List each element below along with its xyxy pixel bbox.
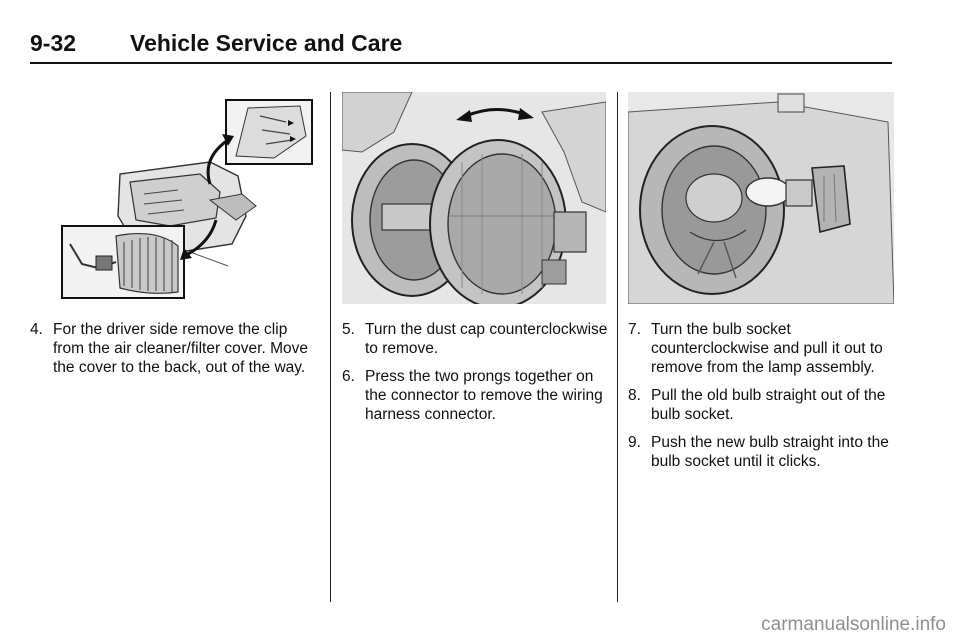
page-number: 9-32 <box>30 30 77 56</box>
steps-column-3 <box>628 320 890 480</box>
column-divider <box>330 92 331 602</box>
step-text: Push the new bulb straight into the bulb socket until it clicks. <box>651 434 889 470</box>
column-divider <box>617 92 618 602</box>
step-text: Press the two prongs together on the connector to remove the wiring harness connector. <box>365 368 603 423</box>
steps-column-1 <box>30 320 320 386</box>
step-text: For the driver side remove the clip from the air cleaner/filter cover. Move the cover to the back, out of the way. <box>53 321 308 376</box>
step-item <box>342 367 610 424</box>
step-item <box>628 433 890 471</box>
watermark[interactable]: carmanualsonline.info <box>761 614 946 635</box>
headlamp-dust-cap-illustration <box>342 92 606 304</box>
step-number: 5. <box>342 321 355 338</box>
step-text: Turn the bulb socket counterclockwise and pull it out to remove from the lamp assembly. <box>651 321 883 376</box>
step-text: Pull the old bulb straight out of the bulb socket. <box>651 387 886 423</box>
steps-column-2 <box>342 320 610 433</box>
step-number: 6. <box>342 368 355 385</box>
step-item <box>628 386 890 424</box>
step-item <box>30 320 320 377</box>
page-header <box>30 28 892 64</box>
air-cleaner-filter-cover-illustration <box>60 96 315 302</box>
step-text: Turn the dust cap counterclockwise to remove. <box>365 321 608 357</box>
step-item <box>342 320 610 358</box>
bulb-socket-illustration <box>628 92 894 304</box>
step-number: 8. <box>628 387 641 404</box>
step-item <box>628 320 890 377</box>
page-title: Vehicle Service and Care <box>130 30 403 56</box>
step-number: 9. <box>628 434 641 451</box>
step-number: 4. <box>30 321 43 338</box>
step-number: 7. <box>628 321 641 338</box>
